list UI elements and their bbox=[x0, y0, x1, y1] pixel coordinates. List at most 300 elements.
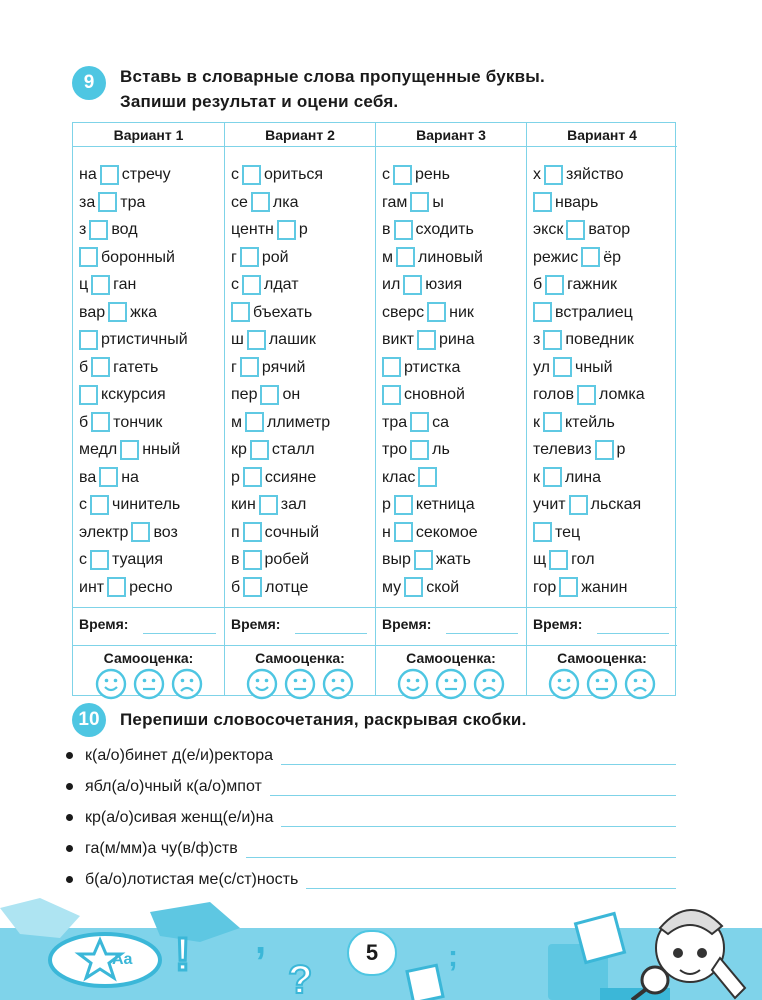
phrase-text: ябл(а/о)чный к(а/о)мпот bbox=[85, 777, 262, 795]
word-fragment: р bbox=[231, 468, 240, 486]
missing-letter-box[interactable] bbox=[394, 220, 413, 240]
task-instruction-line1: Вставь в словарные слова пропущенные буквы. bbox=[120, 67, 545, 86]
dictionary-word bbox=[231, 436, 330, 464]
dictionary-word bbox=[533, 299, 645, 327]
word-fragment: г bbox=[231, 358, 237, 376]
word-fragment: режис bbox=[533, 248, 579, 266]
missing-letter-box[interactable] bbox=[243, 550, 262, 570]
missing-letter-box[interactable] bbox=[566, 220, 585, 240]
missing-letter-box[interactable] bbox=[79, 385, 98, 405]
dictionary-word bbox=[533, 409, 645, 437]
dictionary-word bbox=[382, 326, 483, 354]
word-fragment: выр bbox=[382, 551, 411, 568]
dictionary-word bbox=[231, 491, 330, 519]
word-fragment: нный bbox=[142, 441, 181, 458]
word-fragment: р bbox=[382, 496, 391, 513]
phrase-item bbox=[66, 833, 298, 864]
dictionary-word bbox=[79, 354, 188, 382]
missing-letter-box[interactable] bbox=[427, 302, 446, 322]
dictionary-word bbox=[382, 244, 483, 272]
missing-letter-box[interactable] bbox=[393, 165, 412, 185]
missing-letter-box[interactable] bbox=[543, 412, 562, 432]
variant-title: Вариант 1 bbox=[73, 123, 224, 147]
word-fragment: встралиец bbox=[555, 303, 633, 321]
task-number-badge: 9 bbox=[72, 66, 106, 100]
missing-letter-box[interactable] bbox=[243, 522, 262, 542]
word-fragment: голов bbox=[533, 386, 574, 403]
missing-letter-box[interactable] bbox=[91, 357, 110, 377]
word-fragment: туация bbox=[112, 551, 163, 568]
missing-letter-box[interactable] bbox=[544, 165, 563, 185]
answer-line[interactable] bbox=[246, 857, 676, 858]
word-fragment: на bbox=[121, 468, 139, 486]
answer-line[interactable] bbox=[306, 888, 676, 889]
word-fragment: викт bbox=[382, 331, 414, 348]
dictionary-word bbox=[533, 189, 645, 217]
dictionary-word bbox=[533, 464, 645, 492]
dictionary-word bbox=[79, 271, 188, 299]
time-input-line[interactable] bbox=[597, 633, 669, 634]
word-fragment: ватор bbox=[588, 221, 631, 238]
dictionary-word bbox=[382, 519, 483, 547]
missing-letter-box[interactable] bbox=[595, 440, 614, 460]
word-fragment: чный bbox=[574, 358, 613, 376]
dictionary-word bbox=[79, 574, 188, 602]
phrase-text: б(а/о)лотистая ме(с/ст)ность bbox=[85, 870, 299, 888]
word-fragment: рячий bbox=[261, 358, 306, 376]
missing-letter-box[interactable] bbox=[91, 275, 110, 295]
time-row bbox=[225, 607, 375, 645]
missing-letter-box[interactable] bbox=[99, 467, 118, 487]
variant-column-4 bbox=[526, 123, 677, 695]
word-fragment: р bbox=[616, 441, 626, 458]
word-fragment: ул bbox=[533, 358, 550, 376]
dictionary-word bbox=[79, 189, 188, 217]
time-label: Время: bbox=[79, 616, 129, 632]
missing-letter-box[interactable] bbox=[107, 577, 126, 597]
dictionary-word bbox=[79, 299, 188, 327]
word-fragment: с bbox=[79, 496, 87, 513]
dictionary-word bbox=[533, 326, 645, 354]
word-fragment: зал bbox=[280, 496, 307, 513]
dictionary-word bbox=[533, 216, 645, 244]
task-instruction-line2: Запиши результат и оцени себя. bbox=[120, 92, 399, 111]
word-fragment: лина bbox=[565, 468, 602, 486]
missing-letter-box[interactable] bbox=[418, 467, 437, 487]
dictionary-word bbox=[382, 271, 483, 299]
dictionary-word bbox=[533, 491, 645, 519]
dictionary-word bbox=[382, 574, 483, 602]
dictionary-word bbox=[231, 381, 330, 409]
answer-line[interactable] bbox=[281, 826, 676, 827]
word-list bbox=[231, 161, 330, 601]
dictionary-word bbox=[231, 574, 330, 602]
word-fragment: лдат bbox=[264, 276, 299, 293]
happy-face-icon[interactable] bbox=[95, 668, 127, 700]
dictionary-word bbox=[231, 271, 330, 299]
missing-letter-box[interactable] bbox=[404, 577, 423, 597]
missing-letter-box[interactable] bbox=[414, 550, 433, 570]
word-fragment: линовый bbox=[418, 248, 483, 266]
self-assessment-row bbox=[527, 645, 677, 697]
dictionary-word bbox=[382, 161, 483, 189]
word-fragment: чинитель bbox=[112, 496, 181, 513]
missing-letter-box[interactable] bbox=[231, 302, 250, 322]
task-number-badge-10: 10 bbox=[72, 703, 106, 737]
word-fragment: б bbox=[79, 358, 89, 376]
missing-letter-box[interactable] bbox=[559, 577, 578, 597]
svg-text:?: ? bbox=[288, 958, 313, 1000]
missing-letter-box[interactable] bbox=[533, 522, 552, 542]
word-fragment: ломка bbox=[598, 386, 645, 403]
dictionary-word bbox=[231, 326, 330, 354]
word-fragment: кетница bbox=[415, 496, 475, 513]
missing-letter-box[interactable] bbox=[410, 192, 429, 212]
missing-letter-box[interactable] bbox=[242, 275, 261, 295]
dictionary-word bbox=[533, 354, 645, 382]
self-assessment-row bbox=[73, 645, 224, 697]
dictionary-word bbox=[231, 299, 330, 327]
phrase-item bbox=[66, 802, 298, 833]
word-fragment: сверс bbox=[382, 303, 425, 321]
missing-letter-box[interactable] bbox=[553, 357, 572, 377]
dictionary-word bbox=[533, 519, 645, 547]
dictionary-word bbox=[533, 271, 645, 299]
dictionary-word bbox=[79, 436, 188, 464]
happy-face-icon[interactable] bbox=[548, 668, 580, 700]
missing-letter-box[interactable] bbox=[91, 412, 110, 432]
time-input-line[interactable] bbox=[446, 633, 518, 634]
word-fragment: на bbox=[79, 166, 97, 183]
missing-letter-box[interactable] bbox=[549, 550, 568, 570]
word-fragment: к bbox=[533, 413, 540, 431]
dictionary-word bbox=[533, 436, 645, 464]
word-fragment: к bbox=[533, 468, 540, 486]
self-assessment-row bbox=[225, 645, 375, 697]
dictionary-word bbox=[533, 381, 645, 409]
sad-face-icon[interactable] bbox=[322, 668, 354, 700]
word-fragment: щ bbox=[533, 551, 547, 568]
word-fragment: г bbox=[231, 248, 237, 266]
variants-table bbox=[72, 122, 676, 696]
word-fragment: секомое bbox=[415, 523, 478, 541]
word-fragment: н bbox=[382, 523, 391, 541]
neutral-face-icon[interactable] bbox=[284, 668, 316, 700]
word-fragment: жка bbox=[130, 303, 158, 321]
time-input-line[interactable] bbox=[295, 633, 367, 634]
word-fragment: робей bbox=[264, 551, 310, 568]
time-input-line[interactable] bbox=[143, 633, 216, 634]
badge-text: Aa bbox=[112, 951, 133, 968]
time-row bbox=[376, 607, 526, 645]
variant-column-3 bbox=[375, 123, 526, 695]
self-assessment-label: Самооценка: bbox=[103, 650, 194, 666]
word-fragment: б bbox=[533, 276, 543, 293]
time-row bbox=[73, 607, 224, 645]
word-fragment: са bbox=[432, 413, 450, 431]
word-fragment: стречу bbox=[121, 166, 171, 183]
phrase-text: га(м/мм)а чу(в/ф)ств bbox=[85, 839, 238, 857]
word-fragment: ил bbox=[382, 276, 401, 293]
word-fragment: м bbox=[231, 413, 242, 431]
missing-letter-box[interactable] bbox=[240, 247, 259, 267]
word-fragment: лотце bbox=[265, 578, 309, 596]
missing-letter-box[interactable] bbox=[79, 247, 98, 267]
word-fragment: тец bbox=[555, 523, 581, 541]
missing-letter-box[interactable] bbox=[120, 440, 139, 460]
dictionary-word bbox=[79, 216, 188, 244]
word-fragment: ресно bbox=[129, 578, 173, 596]
missing-letter-box[interactable] bbox=[98, 192, 117, 212]
dictionary-word bbox=[382, 409, 483, 437]
neutral-face-icon[interactable] bbox=[586, 668, 618, 700]
word-fragment: ктейль bbox=[565, 413, 615, 431]
missing-letter-box[interactable] bbox=[131, 522, 150, 542]
missing-letter-box[interactable] bbox=[243, 577, 262, 597]
word-fragment: ш bbox=[231, 331, 244, 348]
word-fragment: ртистка bbox=[404, 358, 461, 376]
word-fragment: он bbox=[282, 386, 301, 403]
word-fragment: с bbox=[382, 166, 390, 183]
missing-letter-box[interactable] bbox=[89, 220, 108, 240]
word-fragment: сочный bbox=[264, 523, 320, 541]
missing-letter-box[interactable] bbox=[543, 467, 562, 487]
missing-letter-box[interactable] bbox=[251, 192, 270, 212]
svg-text:!: ! bbox=[175, 928, 191, 980]
missing-letter-box[interactable] bbox=[569, 495, 588, 515]
word-fragment: в bbox=[231, 551, 240, 568]
word-fragment: рой bbox=[261, 248, 289, 266]
word-fragment: с bbox=[79, 551, 87, 568]
variant-title: Вариант 3 bbox=[376, 123, 526, 147]
dictionary-word bbox=[79, 161, 188, 189]
variant-title: Вариант 4 bbox=[527, 123, 677, 147]
word-fragment: юзия bbox=[425, 276, 463, 293]
dictionary-word bbox=[79, 409, 188, 437]
word-fragment: тончик bbox=[113, 413, 163, 431]
word-fragment: воз bbox=[153, 523, 178, 541]
word-fragment: му bbox=[382, 578, 402, 596]
missing-letter-box[interactable] bbox=[410, 440, 429, 460]
word-fragment: сходить bbox=[415, 221, 474, 238]
word-fragment: зяйство bbox=[566, 166, 624, 183]
word-fragment: за bbox=[79, 193, 96, 211]
phrase-item bbox=[66, 740, 298, 771]
dictionary-word bbox=[231, 244, 330, 272]
dictionary-word bbox=[79, 519, 188, 547]
word-fragment: рина bbox=[438, 331, 475, 348]
word-fragment: гатеть bbox=[113, 358, 159, 376]
page-number: 5 bbox=[347, 930, 397, 976]
answer-line[interactable] bbox=[270, 795, 676, 796]
word-fragment: рень bbox=[415, 166, 450, 183]
missing-letter-box[interactable] bbox=[242, 165, 261, 185]
dictionary-word bbox=[533, 546, 645, 574]
word-fragment: ль bbox=[432, 441, 450, 458]
variant-column-1 bbox=[73, 123, 224, 695]
word-fragment: з bbox=[533, 331, 541, 348]
missing-letter-box[interactable] bbox=[90, 495, 109, 515]
word-fragment: ник bbox=[449, 303, 474, 321]
word-fragment: ссияне bbox=[264, 468, 317, 486]
word-fragment: кскурсия bbox=[101, 386, 166, 403]
word-fragment: ртистичный bbox=[101, 331, 188, 348]
word-list bbox=[382, 161, 483, 601]
phrase-item bbox=[66, 864, 298, 895]
missing-letter-box[interactable] bbox=[396, 247, 415, 267]
task10-instruction: Перепиши словосочетания, раскрывая скобки. bbox=[120, 710, 527, 729]
word-fragment: вод bbox=[111, 221, 138, 238]
word-fragment: сталл bbox=[271, 441, 315, 458]
missing-letter-box[interactable] bbox=[247, 330, 266, 350]
dictionary-word bbox=[231, 464, 330, 492]
word-fragment: лка bbox=[272, 193, 299, 211]
missing-letter-box[interactable] bbox=[545, 275, 564, 295]
word-fragment: сновной bbox=[404, 386, 465, 403]
phrase-item bbox=[66, 771, 298, 802]
word-fragment: р bbox=[298, 221, 308, 238]
variant-title: Вариант 2 bbox=[225, 123, 375, 147]
missing-letter-box[interactable] bbox=[417, 330, 436, 350]
phrase-text: к(а/о)бинет д(е/и)ректора bbox=[85, 746, 274, 764]
word-fragment: медл bbox=[79, 441, 118, 458]
bullet-icon bbox=[66, 876, 73, 883]
missing-letter-box[interactable] bbox=[577, 385, 596, 405]
word-fragment: ской bbox=[426, 578, 460, 596]
phrase-list bbox=[66, 740, 298, 895]
word-fragment: лашик bbox=[268, 331, 316, 348]
word-fragment: гам bbox=[382, 193, 408, 211]
dictionary-word bbox=[231, 216, 330, 244]
word-fragment: м bbox=[382, 248, 393, 266]
self-assessment-label: Самооценка: bbox=[255, 650, 345, 666]
missing-letter-box[interactable] bbox=[100, 165, 119, 185]
missing-letter-box[interactable] bbox=[243, 467, 262, 487]
word-fragment: экск bbox=[533, 221, 564, 238]
word-fragment: учит bbox=[533, 496, 566, 513]
word-fragment: вар bbox=[79, 303, 106, 321]
word-fragment: ы bbox=[432, 193, 444, 211]
missing-letter-box[interactable] bbox=[543, 330, 562, 350]
sad-face-icon[interactable] bbox=[473, 668, 505, 700]
self-assessment-label: Самооценка: bbox=[406, 650, 496, 666]
dictionary-word bbox=[382, 354, 483, 382]
time-row bbox=[527, 607, 677, 645]
word-fragment: тро bbox=[382, 441, 408, 458]
missing-letter-box[interactable] bbox=[250, 440, 269, 460]
dictionary-word bbox=[79, 244, 188, 272]
dictionary-word bbox=[231, 409, 330, 437]
word-fragment: ва bbox=[79, 468, 97, 486]
missing-letter-box[interactable] bbox=[394, 522, 413, 542]
dictionary-word bbox=[533, 574, 645, 602]
word-fragment: ёр bbox=[603, 248, 622, 266]
word-fragment: жанин bbox=[581, 578, 628, 596]
word-fragment: б bbox=[231, 578, 241, 596]
missing-letter-box[interactable] bbox=[382, 385, 401, 405]
word-fragment: телевиз bbox=[533, 441, 592, 458]
missing-letter-box[interactable] bbox=[533, 192, 552, 212]
happy-face-icon[interactable] bbox=[397, 668, 429, 700]
missing-letter-box[interactable] bbox=[394, 495, 413, 515]
dictionary-word bbox=[79, 381, 188, 409]
word-fragment: п bbox=[231, 523, 240, 541]
missing-letter-box[interactable] bbox=[108, 302, 127, 322]
self-assessment-row bbox=[376, 645, 526, 697]
dictionary-word bbox=[382, 491, 483, 519]
dictionary-word bbox=[79, 464, 188, 492]
dictionary-word bbox=[231, 546, 330, 574]
time-label: Время: bbox=[533, 616, 583, 632]
dictionary-word bbox=[382, 189, 483, 217]
missing-letter-box[interactable] bbox=[581, 247, 600, 267]
word-fragment: гол bbox=[571, 551, 595, 568]
word-fragment: инт bbox=[79, 578, 105, 596]
happy-face-icon[interactable] bbox=[246, 668, 278, 700]
missing-letter-box[interactable] bbox=[403, 275, 422, 295]
dictionary-word bbox=[231, 519, 330, 547]
self-assessment-label: Самооценка: bbox=[557, 650, 647, 666]
dictionary-word bbox=[79, 546, 188, 574]
neutral-face-icon[interactable] bbox=[435, 668, 467, 700]
sad-face-icon[interactable] bbox=[171, 668, 203, 700]
time-label: Время: bbox=[231, 616, 281, 632]
missing-letter-box[interactable] bbox=[79, 330, 98, 350]
sad-face-icon[interactable] bbox=[624, 668, 656, 700]
answer-line[interactable] bbox=[281, 764, 676, 765]
missing-letter-box[interactable] bbox=[277, 220, 296, 240]
word-fragment: поведник bbox=[565, 331, 634, 348]
missing-letter-box[interactable] bbox=[533, 302, 552, 322]
neutral-face-icon[interactable] bbox=[133, 668, 165, 700]
word-fragment: кин bbox=[231, 496, 256, 513]
missing-letter-box[interactable] bbox=[259, 495, 278, 515]
dictionary-word bbox=[231, 189, 330, 217]
word-fragment: нварь bbox=[555, 193, 599, 211]
dictionary-word bbox=[382, 299, 483, 327]
time-label: Время: bbox=[382, 616, 432, 632]
word-fragment: клас bbox=[382, 468, 416, 486]
missing-letter-box[interactable] bbox=[410, 412, 429, 432]
dictionary-word bbox=[382, 464, 483, 492]
word-fragment: в bbox=[382, 221, 391, 238]
dictionary-word bbox=[79, 326, 188, 354]
word-fragment: гор bbox=[533, 578, 557, 596]
missing-letter-box[interactable] bbox=[240, 357, 259, 377]
dictionary-word bbox=[382, 546, 483, 574]
word-fragment: кр bbox=[231, 441, 247, 458]
missing-letter-box[interactable] bbox=[260, 385, 279, 405]
word-fragment: электр bbox=[79, 523, 129, 541]
word-fragment: тра bbox=[382, 413, 408, 431]
dictionary-word bbox=[231, 161, 330, 189]
svg-text:,: , bbox=[255, 918, 267, 962]
phrase-text: кр(а/о)сивая женщ(е/и)на bbox=[85, 808, 274, 826]
word-fragment: тра bbox=[120, 193, 146, 211]
missing-letter-box[interactable] bbox=[90, 550, 109, 570]
missing-letter-box[interactable] bbox=[382, 357, 401, 377]
svg-text:;: ; bbox=[448, 940, 458, 973]
dictionary-word bbox=[382, 381, 483, 409]
word-fragment: ориться bbox=[264, 166, 324, 183]
bullet-icon bbox=[66, 814, 73, 821]
dictionary-word bbox=[382, 436, 483, 464]
word-fragment: боронный bbox=[101, 248, 175, 266]
word-fragment: с bbox=[231, 276, 239, 293]
dictionary-word bbox=[533, 161, 645, 189]
missing-letter-box[interactable] bbox=[245, 412, 264, 432]
word-fragment: ц bbox=[79, 276, 89, 293]
